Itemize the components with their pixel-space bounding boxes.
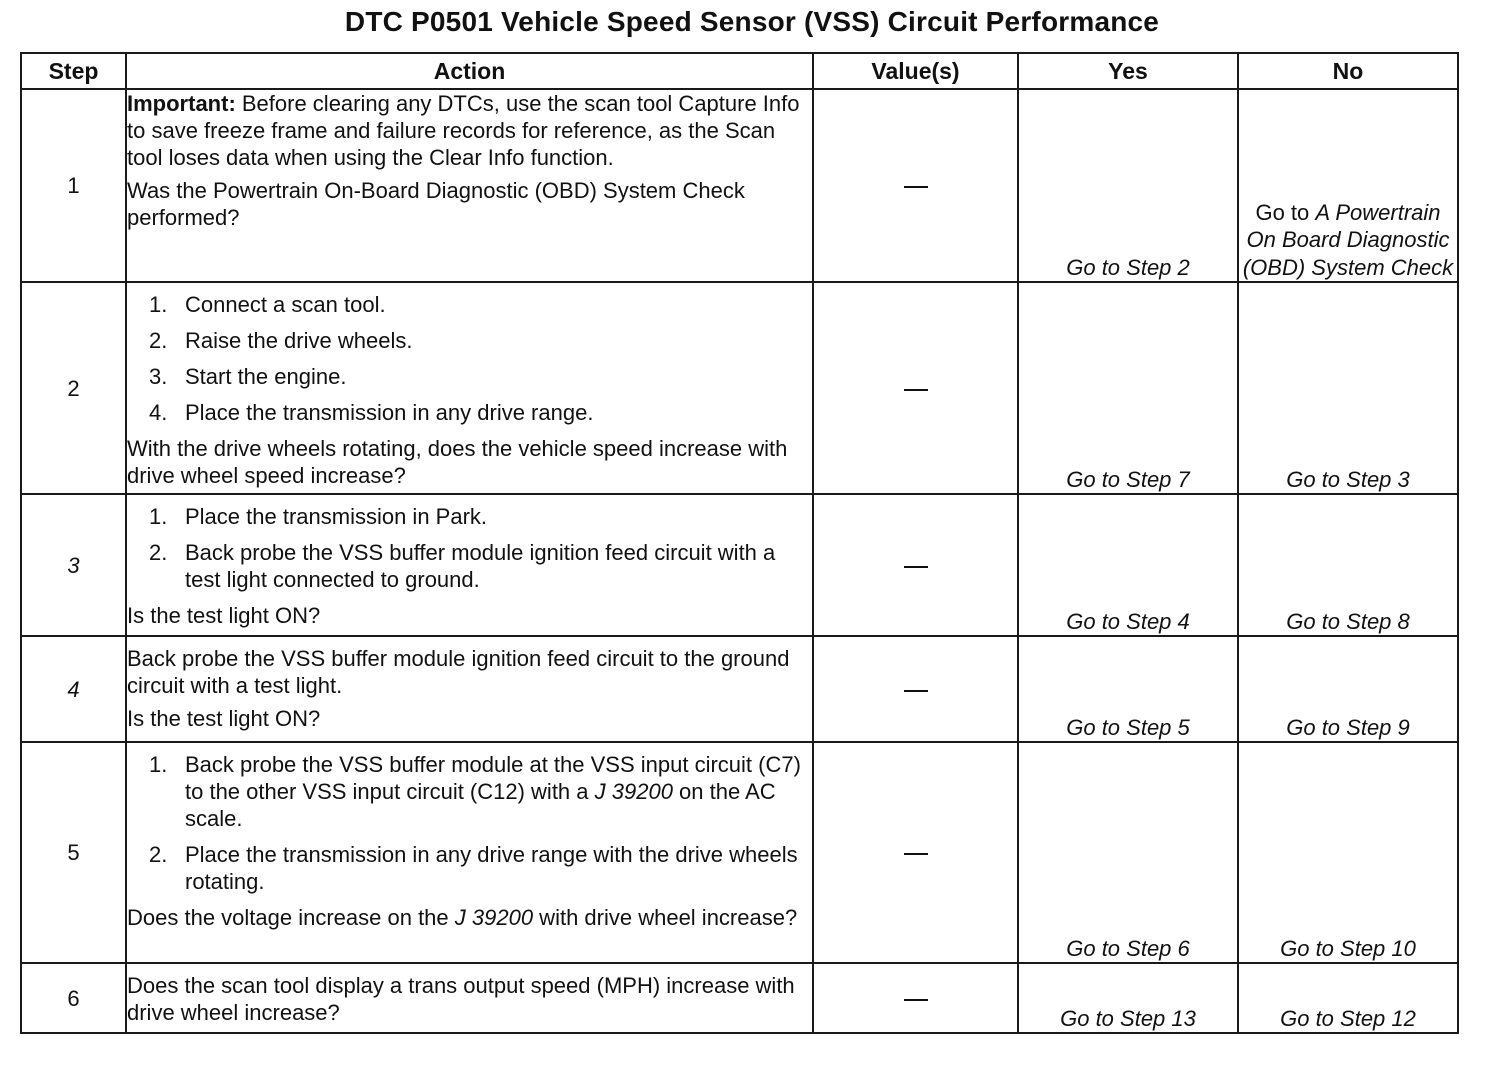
step-number: 5 <box>21 742 126 963</box>
yes-link[interactable]: Go to Step 5 <box>1018 636 1238 742</box>
value-dash <box>904 566 928 568</box>
important-text: Before clearing any DTCs, use the scan tool Capture Info to save freeze frame and failure records for reference, as the Scan tool loses data when using the Clear Info function. <box>127 91 800 170</box>
table-row <box>21 89 1458 282</box>
value-cell <box>813 89 1018 282</box>
list-item: 1. Connect a scan tool. <box>149 292 386 317</box>
question-text: Is the test light ON? <box>127 603 321 628</box>
question-text: Does the voltage increase on the J 39200 with drive wheel increase? <box>127 905 798 930</box>
list-item: 4. Place the transmission in any drive range. <box>149 400 594 425</box>
list-item: 2. Raise the drive wheels. <box>149 328 413 353</box>
action-cell <box>126 963 813 1033</box>
table-row <box>21 494 1458 636</box>
step-number: 2 <box>21 282 126 494</box>
step-number: 1 <box>21 89 126 282</box>
important-note <box>127 90 812 171</box>
table-header-row <box>21 53 1458 89</box>
header-no: No <box>1238 53 1458 89</box>
action-cell <box>126 636 813 742</box>
value-dash <box>904 690 928 692</box>
no-link[interactable]: Go to Step 10 <box>1238 742 1458 963</box>
value-cell <box>813 282 1018 494</box>
tool-reference: J 39200 <box>454 905 534 930</box>
important-label: Important: <box>127 91 236 116</box>
header-values: Value(s) <box>813 53 1018 89</box>
no-link[interactable]: Go to Step 8 <box>1238 494 1458 636</box>
header-yes: Yes <box>1018 53 1238 89</box>
question-text: With the drive wheels rotating, does the vehicle speed increase with drive wheel speed increase? <box>127 436 788 488</box>
value-dash <box>904 999 928 1001</box>
yes-link[interactable]: Go to Step 4 <box>1018 494 1238 636</box>
no-link[interactable] <box>1238 89 1458 282</box>
list-item: 2. Place the transmission in any drive range with the drive wheels rotating. <box>149 842 798 894</box>
value-cell <box>813 636 1018 742</box>
list-item: 3. Start the engine. <box>149 364 347 389</box>
value-dash <box>904 186 928 188</box>
action-list <box>127 751 812 895</box>
value-cell <box>813 963 1018 1033</box>
question-text: Does the scan tool display a trans output speed (MPH) increase with drive wheel increase? <box>127 973 795 1025</box>
no-prefix: Go to <box>1255 199 1316 225</box>
action-cell <box>126 282 813 494</box>
value-cell <box>813 494 1018 636</box>
yes-link[interactable]: Go to Step 6 <box>1018 742 1238 963</box>
question-text: Is the test light ON? <box>127 706 321 731</box>
table-row <box>21 742 1458 963</box>
value-cell <box>813 742 1018 963</box>
action-cell <box>126 89 813 282</box>
step-number: 3 <box>21 494 126 636</box>
list-item: 1. Place the transmission in Park. <box>149 504 488 529</box>
no-link[interactable]: Go to Step 9 <box>1238 636 1458 742</box>
table-row <box>21 963 1458 1033</box>
diagnostic-table <box>20 52 1459 1034</box>
action-text: Back probe the VSS buffer module ignition feed circuit to the ground circuit with a test light. <box>127 646 790 698</box>
action-list <box>127 291 812 426</box>
yes-link[interactable]: Go to Step 2 <box>1018 89 1238 282</box>
table-row <box>21 636 1458 742</box>
value-dash <box>904 389 928 391</box>
no-link-target[interactable]: A Powertrain On Board Diagnostic (OBD) System Check <box>1242 199 1454 280</box>
action-cell <box>126 494 813 636</box>
action-list <box>127 503 812 593</box>
tool-reference: J 39200 <box>594 779 673 804</box>
step-number: 4 <box>21 636 126 742</box>
yes-link[interactable]: Go to Step 7 <box>1018 282 1238 494</box>
question-text: Was the Powertrain On-Board Diagnostic (OBD) System Check performed? <box>127 178 745 230</box>
list-item: 1. Back probe the VSS buffer module at the VSS input circuit (C7) to the other VSS input circuit (C12) with a J 39200 on the AC scale. <box>149 752 801 831</box>
page-title: DTC P0501 Vehicle Speed Sensor (VSS) Circuit Performance <box>344 6 1160 37</box>
no-link[interactable]: Go to Step 12 <box>1238 963 1458 1033</box>
step-number: 6 <box>21 963 126 1033</box>
value-dash <box>904 853 928 855</box>
table-row <box>21 282 1458 494</box>
list-item: 2. Back probe the VSS buffer module ignition feed circuit with a test light connected to ground. <box>149 540 776 592</box>
header-step: Step <box>21 53 126 89</box>
action-cell <box>126 742 813 963</box>
header-action: Action <box>126 53 813 89</box>
yes-link[interactable]: Go to Step 13 <box>1018 963 1238 1033</box>
no-link[interactable]: Go to Step 3 <box>1238 282 1458 494</box>
